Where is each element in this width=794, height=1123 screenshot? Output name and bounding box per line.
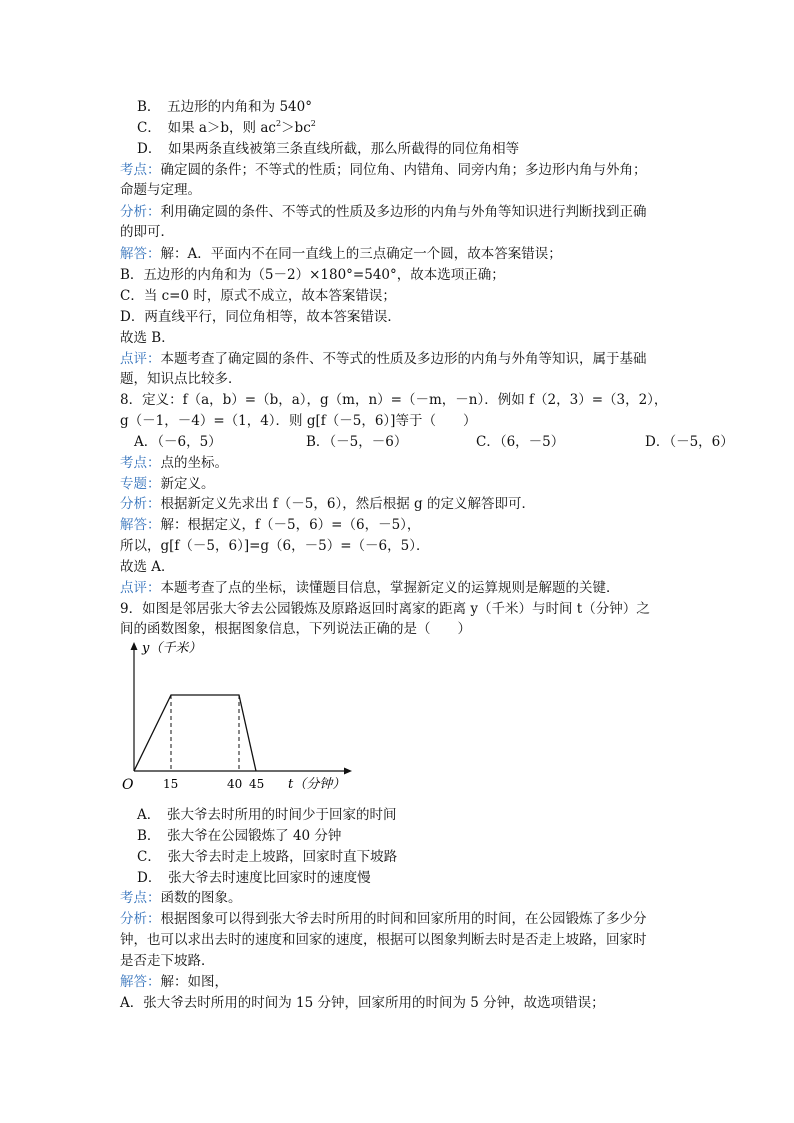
q9-fenxi-text3: 是否走下坡路． [120,953,215,969]
q9-stem-line1: 9．如图是邻居张大爷去公园锻炼及原路返回时离家的距离 y（千米）与时间 t（分钟）之 [120,601,650,617]
q7-kaodian-text: 确定圆的条件；不等式的性质；同位角、内错角、同旁内角；多边形内角与外角； [160,162,647,178]
x-tick-45: 45 [249,777,265,791]
y-axis-label: y（千米） [142,641,202,656]
q9-option-c: C． 张大爷去时走上坡路，回家时直下坡路 [137,849,398,865]
q8-kaodian [120,453,228,473]
q8-zhuanti [120,474,215,494]
q7-kaodian-label: 考点： [120,162,161,178]
q9-fenxi-text2: 钟，也可以求出去时的速度和回家的速度，根据可以图象判断去时是否走上坡路，回家时 [120,932,647,948]
q8-dianping-label: 点评： [120,580,161,596]
q7-option-c-mid: ＞bc [281,120,311,136]
q7-option-d: D． 如果两条直线被第三条直线所截，那么所截得的同位角相等 [137,141,520,157]
q8-option-b: B．（－5，－6） [306,434,408,450]
q7-jieda [120,244,562,264]
q9-option-d: D． 张大爷去时速度比回家时的速度慢 [137,870,371,886]
q7-option-b: B． 五边形的内角和为 540° [137,99,312,115]
q8-option-a: A．（－6，5） [134,434,222,450]
q8-fenxi [120,494,535,514]
q9-jieda-label: 解答： [120,974,161,990]
q8-jieda-2: 所以，g[f（－5，6）]=g（6，－5）=（－6，5）． [120,538,430,554]
q7-jieda-c: C．当 c=0 时，原式不成立，故本答案错误； [120,288,396,304]
q9-fenxi-label: 分析： [120,911,161,927]
q7-jieda-text: 解：A．平面内不在同一直线上的三点确定一个圆，故本答案错误； [160,246,562,262]
q7-fenxi-text2: 的即可． [120,224,174,240]
q9-fenxi-text: 根据图象可以得到张大爷去时所用的时间和回家所用的时间，在公园锻炼了多少分 [160,911,647,927]
q8-jieda [120,515,420,535]
q9-option-a: A． 张大爷去时所用的时间少于回家的时间 [137,807,397,823]
q8-option-c: C．（6，－5） [476,434,565,450]
x-axis-arrow-icon [344,768,352,775]
q7-option-c-pre: C． 如果 a＞b，则 ac [137,120,276,136]
q7-dianping [120,349,647,369]
q9-jieda-a: A．张大爷去时所用的时间为 15 分钟，回家所用的时间为 5 分钟，故选项错误； [120,995,605,1011]
q8-zhuanti-text: 新定义。 [160,476,215,492]
q8-kaodian-text: 点的坐标。 [160,455,228,471]
q8-zhuanti-label: 专题： [120,476,161,492]
q7-fenxi [120,202,647,222]
q9-stem-line2: 间的函数图象，根据图象信息，下列说法正确的是（ ） [120,621,471,637]
x-tick-15: 15 [163,777,179,791]
distance-time-graph [118,636,358,798]
q7-option-c-sup1: 2 [275,119,282,128]
q8-fenxi-label: 分析： [120,496,161,512]
q8-fenxi-text: 根据新定义先求出 f（－5，6），然后根据 g 的定义解答即可． [160,496,535,512]
q9-kaodian-label: 考点： [120,890,161,906]
q8-option-d: D．（－5，6） [645,434,734,450]
graph-line [134,695,256,771]
q7-dianping-text2: 题，知识点比较多． [120,371,242,387]
q7-jieda-d: D．两直线平行，同位角相等，故本答案错误． [120,309,401,325]
q8-guxuan: 故选 A． [120,559,175,575]
x-axis-label: t（分钟） [288,777,346,792]
q9-kaodian-text: 函数的图象。 [160,890,242,906]
q9-jieda [120,972,228,992]
origin-label: O [122,777,134,793]
q7-dianping-label: 点评： [120,351,161,367]
q7-fenxi-label: 分析： [120,204,161,220]
q8-jieda-text: 解：根据定义，f（－5，6）=（6，－5）， [160,517,421,533]
q8-dianping [120,578,620,598]
q8-dianping-text: 本题考查了点的坐标，读懂题目信息，掌握新定义的运算规则是解题的关键． [160,580,620,596]
x-tick-40: 40 [227,777,243,791]
q7-jieda-label: 解答： [120,246,161,262]
q8-jieda-label: 解答： [120,517,161,533]
q9-jieda-text: 解：如图， [160,974,228,990]
q7-option-c [137,118,316,138]
q7-option-c-sup2: 2 [310,119,316,128]
q7-guxuan: 故选 B． [120,330,175,346]
q8-kaodian-label: 考点： [120,455,161,471]
q8-stem-line2: g（－1，－4）=（1，4）．则 g[f（－5，6）]等于（ ） [120,413,477,429]
y-axis-arrow-icon [131,642,138,650]
q9-kaodian [120,888,242,908]
q7-dianping-text: 本题考查了确定圆的条件、不等式的性质及多边形的内角与外角等知识，属于基础 [160,351,647,367]
q8-stem-line1: 8．定义：f（a，b）=（b，a），g（m，n）=（－m，－n）．例如 f（2，3）=（3，2）， [120,392,668,408]
q9-fenxi [120,909,647,929]
q7-kaodian [120,160,647,180]
q7-fenxi-text: 利用确定圆的条件、不等式的性质及多边形的内角与外角等知识进行判断找到正确 [160,204,647,220]
q7-jieda-b: B．五边形的内角和为（5－2）×180°=540°，故本选项正确； [120,267,505,283]
q9-option-b: B． 张大爷在公园锻炼了 40 分钟 [137,828,342,844]
q7-kaodian-text2: 命题与定理。 [120,182,201,198]
